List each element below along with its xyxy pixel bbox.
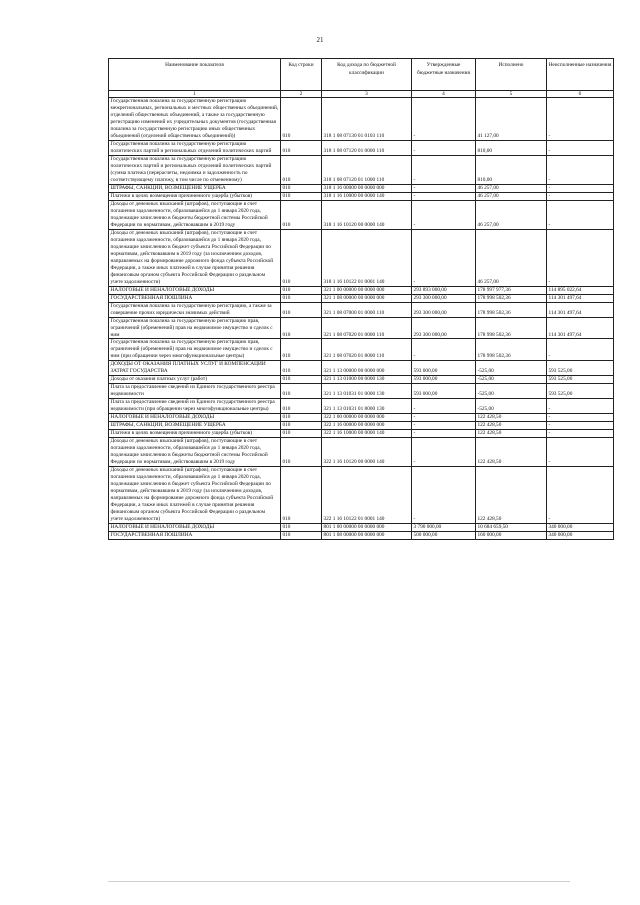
row-executed-cell: 46 257,00: [476, 200, 547, 229]
row-line-code-cell: 010: [281, 184, 322, 192]
row-revenue-code-cell: 321 1 08 00000 00 0000 000: [322, 294, 412, 302]
page-number: 21: [316, 36, 324, 44]
row-unexecuted-cell: 114 301 497,64: [547, 294, 614, 302]
column-number: 5: [476, 91, 547, 98]
row-name-cell: Государственная пошлина за государственную регистрацию, а также за совершение прочих юридически значимых действий: [109, 302, 281, 317]
row-executed-cell: 122 428,50: [476, 467, 547, 524]
row-approved-cell: 500 000,00: [412, 532, 476, 540]
row-name-cell: Доходы от денежных взысканий (штрафов), поступающие в счет погашения задолженности, образовавшейся до 1 января 2020 года, подлежащие зачислению в бюджеты бюджетной системы Российской Федерации по нормативам, действовавшим в 2019 году: [109, 200, 281, 229]
table-row: [109, 399, 614, 414]
row-unexecuted-cell: 593 525,00: [547, 384, 614, 399]
row-approved-cell: -: [412, 339, 476, 361]
row-line-code-cell: 010: [281, 140, 322, 155]
column-header-unexecuted: Неисполненные назначения: [547, 59, 614, 91]
row-name-cell: Доходы от денежных взысканий (штрафов), поступающие в счет погашения задолженности, образовавшейся до 1 января 2020 года, подлежащие зачислению в бюджет субъекта Российской Федерации по нормативам, действовавшим в 2019 году (за исключением доходов, направляемых на формирование дорожного фонда субъекта Российской Федерации, а также иных платежей в случае принятия решения финансовым органом субъекта Российской Федерации о раздельном учете задолженности): [109, 229, 281, 286]
row-line-code-cell: 010: [281, 438, 322, 467]
row-unexecuted-cell: 340 000,00: [547, 524, 614, 532]
row-unexecuted-cell: 114 301 497,64: [547, 317, 614, 339]
row-name-cell: ДОХОДЫ ОТ ОКАЗАНИЯ ПЛАТНЫХ УСЛУГ И КОМПЕНСАЦИИ ЗАТРАТ ГОСУДАРСТВА: [109, 361, 281, 376]
table-row: [109, 414, 614, 422]
row-revenue-code-cell: 318 1 08 07120 01 1000 110: [322, 155, 412, 184]
row-revenue-code-cell: 318 1 16 10000 00 0000 140: [322, 192, 412, 200]
row-line-code-cell: 010: [281, 422, 322, 430]
row-approved-cell: -: [412, 98, 476, 141]
row-executed-cell: -525,00: [476, 384, 547, 399]
row-revenue-code-cell: 321 1 00 00000 00 0000 000: [322, 286, 412, 294]
row-approved-cell: 3 790 000,00: [412, 524, 476, 532]
row-line-code-cell: 010: [281, 361, 322, 376]
row-revenue-code-cell: 322 1 16 10122 01 0001 140: [322, 467, 412, 524]
row-name-cell: Платежи в целях возмещения причиненного ущерба (убытков): [109, 192, 281, 200]
row-revenue-code-cell: 321 1 08 07000 01 0000 110: [322, 302, 412, 317]
row-approved-cell: -: [412, 229, 476, 286]
column-number: 6: [547, 91, 614, 98]
row-unexecuted-cell: -: [547, 438, 614, 467]
row-executed-cell: 810,00: [476, 155, 547, 184]
row-revenue-code-cell: 801 1 00 00000 00 0000 000: [322, 524, 412, 532]
row-approved-cell: -: [412, 399, 476, 414]
row-approved-cell: 293 893 000,00: [412, 286, 476, 294]
column-number-row: [109, 91, 614, 98]
row-unexecuted-cell: 340 000,00: [547, 532, 614, 540]
row-approved-cell: 593 000,00: [412, 376, 476, 384]
row-executed-cell: 178 998 502,36: [476, 294, 547, 302]
row-name-cell: Плата за предоставление сведений из Единого государственного реестра недвижимости (при обращении через многофункциональные центры): [109, 399, 281, 414]
row-executed-cell: 810,00: [476, 140, 547, 155]
row-unexecuted-cell: -: [547, 430, 614, 438]
row-executed-cell: 10 684 659,50: [476, 524, 547, 532]
column-header-executed: Исполнено: [476, 59, 547, 91]
row-name-cell: НАЛОГОВЫЕ И НЕНАЛОГОВЫЕ ДОХОДЫ: [109, 286, 281, 294]
row-executed-cell: -525,00: [476, 361, 547, 376]
row-name-cell: Доходы от денежных взысканий (штрафов), поступающие в счет погашения задолженности, образовавшейся до 1 января 2020 года, подлежащие зачислению в бюджеты бюджетной системы Российской Федерации по нормативам, действовавшим в 2019 году: [109, 438, 281, 467]
table-row: [109, 98, 614, 141]
row-line-code-cell: 010: [281, 294, 322, 302]
column-number: 2: [281, 91, 322, 98]
table-row: [109, 229, 614, 286]
row-executed-cell: 160 000,00: [476, 532, 547, 540]
column-number: 1: [109, 91, 281, 98]
row-approved-cell: -: [412, 192, 476, 200]
row-executed-cell: 122 428,50: [476, 422, 547, 430]
row-revenue-code-cell: 318 1 16 00000 00 0000 000: [322, 184, 412, 192]
row-line-code-cell: 010: [281, 317, 322, 339]
column-header-line-code: Код строки: [281, 59, 322, 91]
row-executed-cell: -525,00: [476, 376, 547, 384]
row-line-code-cell: 010: [281, 384, 322, 399]
table-row: [109, 192, 614, 200]
row-line-code-cell: 010: [281, 286, 322, 294]
row-approved-cell: 293 300 000,00: [412, 302, 476, 317]
row-revenue-code-cell: 318 1 08 07120 01 0000 110: [322, 140, 412, 155]
row-name-cell: Государственная пошлина за государственную регистрацию прав, ограничений (обременений) прав на недвижимое имущество и сделок с ним: [109, 317, 281, 339]
row-approved-cell: -: [412, 140, 476, 155]
row-unexecuted-cell: -: [547, 140, 614, 155]
row-name-cell: Государственная пошлина за государственную регистрацию политических партий и региональных отделений политических партий: [109, 140, 281, 155]
row-approved-cell: 293 300 000,00: [412, 294, 476, 302]
row-line-code-cell: 010: [281, 532, 322, 540]
row-name-cell: ШТРАФЫ, САНКЦИИ, ВОЗМЕЩЕНИЕ УЩЕРБА: [109, 422, 281, 430]
row-approved-cell: -: [412, 467, 476, 524]
table-row: [109, 286, 614, 294]
table-row: [109, 155, 614, 184]
row-unexecuted-cell: -: [547, 184, 614, 192]
row-revenue-code-cell: 321 1 13 01031 01 8000 130: [322, 399, 412, 414]
row-revenue-code-cell: 321 1 13 01031 01 0000 130: [322, 384, 412, 399]
row-executed-cell: 178 997 977,36: [476, 286, 547, 294]
row-name-cell: Доходы от оказания платных услуг (работ): [109, 376, 281, 384]
table-row: [109, 361, 614, 376]
row-line-code-cell: 010: [281, 339, 322, 361]
table-row: [109, 184, 614, 192]
row-name-cell: ШТРАФЫ, САНКЦИИ, ВОЗМЕЩЕНИЕ УЩЕРБА: [109, 184, 281, 192]
row-line-code-cell: 010: [281, 229, 322, 286]
row-line-code-cell: 010: [281, 414, 322, 422]
table-row: [109, 384, 614, 399]
page-bottom-rule: [108, 881, 570, 882]
row-revenue-code-cell: 321 1 13 00000 00 0000 000: [322, 361, 412, 376]
row-name-cell: Государственная пошлина за государственную регистрацию прав, ограничений (обременений) прав на недвижимое имущество и сделок с ним (при обращении через многофункциональные центры): [109, 339, 281, 361]
row-approved-cell: -: [412, 430, 476, 438]
row-executed-cell: 41 127,00: [476, 98, 547, 141]
row-executed-cell: 122 428,50: [476, 438, 547, 467]
row-unexecuted-cell: -: [547, 339, 614, 361]
row-line-code-cell: 010: [281, 98, 322, 141]
row-unexecuted-cell: 114 301 497,64: [547, 302, 614, 317]
row-executed-cell: 178 998 502,36: [476, 317, 547, 339]
row-unexecuted-cell: -: [547, 155, 614, 184]
row-approved-cell: -: [412, 438, 476, 467]
row-approved-cell: 593 000,00: [412, 361, 476, 376]
row-name-cell: Плата за предоставление сведений из Единого государственного реестра недвижимости: [109, 384, 281, 399]
row-revenue-code-cell: 801 1 08 00000 00 0000 000: [322, 532, 412, 540]
row-name-cell: Доходы от денежных взысканий (штрафов), поступающие в счет погашения задолженности, образовавшейся до 1 января 2020 года, подлежащие зачислению в бюджет субъекта Российской Федерации по нормативам, действовавшим в 2019 году (за исключением доходов, направляемых на формирование дорожного фонда субъекта Российской Федерации, а также иных платежей в случае принятия решения финансовым органом субъекта Российской Федерации о раздельном учете задолженности): [109, 467, 281, 524]
row-name-cell: ГОСУДАРСТВЕННАЯ ПОШЛИНА: [109, 294, 281, 302]
row-executed-cell: 46 257,00: [476, 184, 547, 192]
row-unexecuted-cell: -: [547, 200, 614, 229]
row-approved-cell: 593 000,00: [412, 384, 476, 399]
table-row: [109, 532, 614, 540]
table-row: [109, 339, 614, 361]
row-revenue-code-cell: 318 1 16 10122 01 0001 140: [322, 229, 412, 286]
table-header-row: [109, 59, 614, 91]
table-row: [109, 140, 614, 155]
row-revenue-code-cell: 318 1 16 10120 00 0000 140: [322, 200, 412, 229]
table-row: [109, 430, 614, 438]
row-line-code-cell: 010: [281, 200, 322, 229]
row-executed-cell: 46 257,00: [476, 229, 547, 286]
table-row: [109, 376, 614, 384]
row-name-cell: НАЛОГОВЫЕ И НЕНАЛОГОВЫЕ ДОХОДЫ: [109, 524, 281, 532]
row-unexecuted-cell: -: [547, 422, 614, 430]
row-line-code-cell: 010: [281, 467, 322, 524]
row-unexecuted-cell: -: [547, 192, 614, 200]
table-row: [109, 200, 614, 229]
row-name-cell: НАЛОГОВЫЕ И НЕНАЛОГОВЫЕ ДОХОДЫ: [109, 414, 281, 422]
row-executed-cell: 46 257,00: [476, 192, 547, 200]
row-executed-cell: 122 428,50: [476, 414, 547, 422]
row-name-cell: Платежи в целях возмещения причиненного ущерба (убытков): [109, 430, 281, 438]
row-approved-cell: -: [412, 422, 476, 430]
row-approved-cell: -: [412, 184, 476, 192]
row-executed-cell: 178 998 502,36: [476, 302, 547, 317]
row-unexecuted-cell: 593 525,00: [547, 376, 614, 384]
row-unexecuted-cell: -: [547, 414, 614, 422]
row-revenue-code-cell: 322 1 16 10000 00 0000 140: [322, 430, 412, 438]
row-executed-cell: -525,00: [476, 399, 547, 414]
row-unexecuted-cell: -: [547, 98, 614, 141]
row-revenue-code-cell: 322 1 16 10120 00 0000 140: [322, 438, 412, 467]
row-line-code-cell: 010: [281, 399, 322, 414]
row-name-cell: Государственная пошлина за государственную регистрацию межрегиональных, региональных и местных общественных объединений, отделений общественных объединений, а также за государственную регистрацию изменений их учредительных документов (государственная пошлина за государственную регистрацию иных общественных объединений (отделений общественных объединений)): [109, 98, 281, 141]
row-name-cell: ГОСУДАРСТВЕННАЯ ПОШЛИНА: [109, 532, 281, 540]
row-name-cell: Государственная пошлина за государственную регистрацию политических партий и региональных отделений политических партий (сумма платежа (перерасчеты, недоимка и задолженность по соответствующему платежу, в том числе по отмененному): [109, 155, 281, 184]
column-number: 4: [412, 91, 476, 98]
table-row: [109, 317, 614, 339]
row-unexecuted-cell: -: [547, 399, 614, 414]
row-approved-cell: -: [412, 200, 476, 229]
table-row: [109, 467, 614, 524]
table-row: [109, 302, 614, 317]
table-row: [109, 524, 614, 532]
table-row: [109, 438, 614, 467]
row-approved-cell: -: [412, 414, 476, 422]
table-row: [109, 422, 614, 430]
revenue-execution-table: [108, 58, 614, 540]
row-revenue-code-cell: 318 1 08 07130 01 0103 110: [322, 98, 412, 141]
row-revenue-code-cell: 321 1 08 07020 01 8000 110: [322, 339, 412, 361]
column-header-approved: Утвержденные бюджетные назначения: [412, 59, 476, 91]
row-revenue-code-cell: 322 1 00 00000 00 0000 000: [322, 414, 412, 422]
row-unexecuted-cell: 593 525,00: [547, 361, 614, 376]
row-line-code-cell: 010: [281, 524, 322, 532]
column-number: 3: [322, 91, 412, 98]
row-line-code-cell: 010: [281, 376, 322, 384]
row-line-code-cell: 010: [281, 192, 322, 200]
row-line-code-cell: 010: [281, 155, 322, 184]
row-revenue-code-cell: 322 1 16 00000 00 0000 000: [322, 422, 412, 430]
row-line-code-cell: 010: [281, 302, 322, 317]
row-unexecuted-cell: -: [547, 229, 614, 286]
column-header-name: Наименование показателя: [109, 59, 281, 91]
column-header-revenue-code: Код дохода по бюджетной классификации: [322, 59, 412, 91]
row-executed-cell: 178 998 502,36: [476, 339, 547, 361]
row-line-code-cell: 010: [281, 430, 322, 438]
row-approved-cell: 293 300 000,00: [412, 317, 476, 339]
row-unexecuted-cell: 114 895 022,64: [547, 286, 614, 294]
row-executed-cell: 122 428,50: [476, 430, 547, 438]
row-approved-cell: -: [412, 155, 476, 184]
row-revenue-code-cell: 321 1 13 01000 00 0000 130: [322, 376, 412, 384]
table-row: [109, 294, 614, 302]
row-unexecuted-cell: -: [547, 467, 614, 524]
row-revenue-code-cell: 321 1 08 07020 01 0000 110: [322, 317, 412, 339]
